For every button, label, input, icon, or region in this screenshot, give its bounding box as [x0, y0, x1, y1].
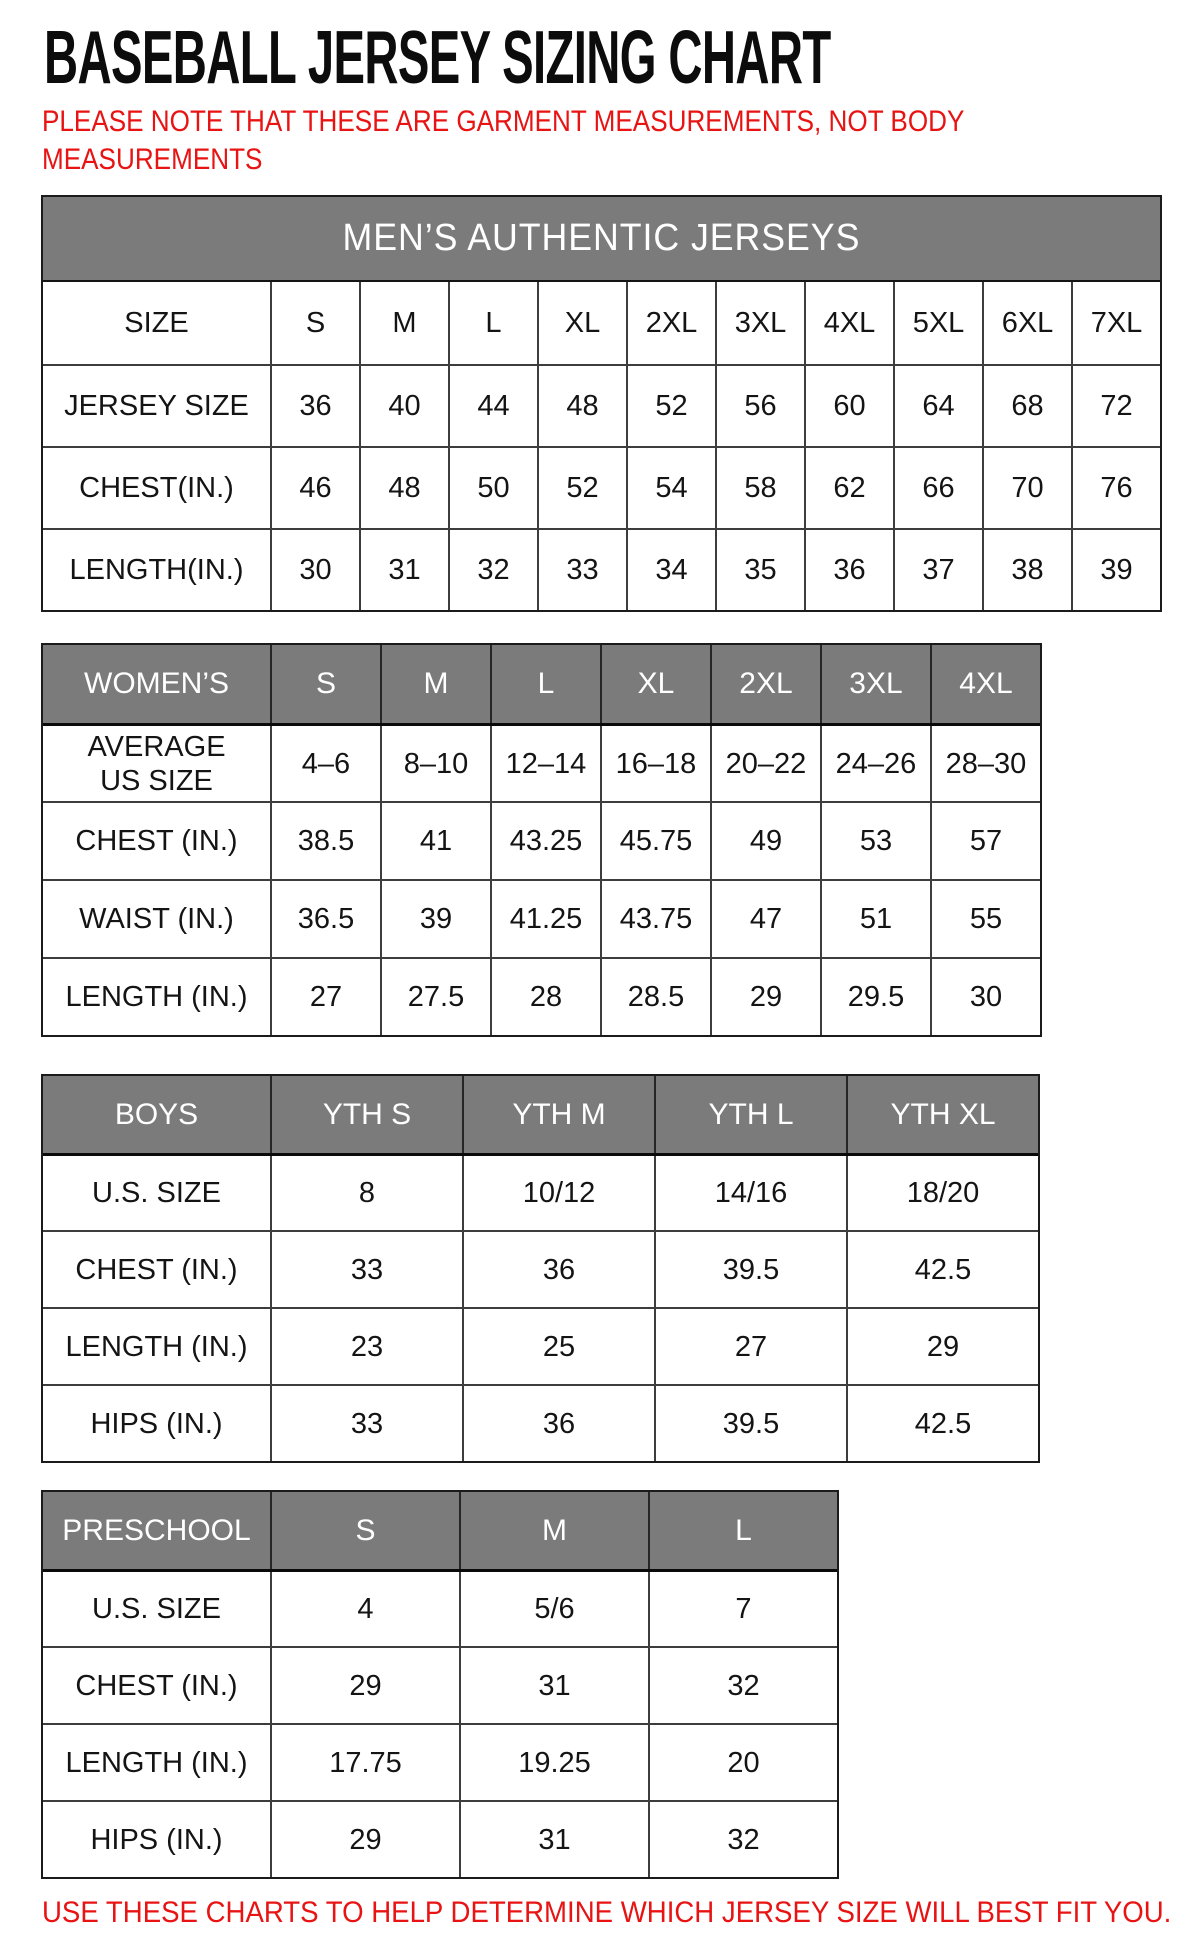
mens-size-value-cell: [715, 366, 804, 446]
mens-size-value-cell: [1071, 366, 1160, 446]
preschool-row-label-cell-text: LENGTH (IN.): [65, 1746, 248, 1779]
mens-size-value-cell-text: 60: [833, 390, 866, 422]
boys-size-value-cell: [846, 1156, 1038, 1230]
womens-size-value-cell: [380, 726, 490, 801]
mens-size-value-cell-text: 76: [1100, 472, 1133, 504]
mens-size-value-cell-text: L: [485, 307, 502, 339]
boys-size-value-cell: [654, 1386, 846, 1461]
boys-row-label-cell: [43, 1232, 270, 1307]
mens-size-value-cell: [448, 530, 537, 610]
mens-size-value-cell: [626, 448, 715, 528]
mens-size-value-cell-text: 6XL: [1001, 307, 1054, 339]
note-line-1: PLEASE NOTE THAT THESE ARE GARMENT MEASUREMENTS, NOT BODY: [42, 105, 965, 138]
preschool-size-value-cell-text: 31: [538, 1669, 571, 1702]
boys-size-value-cell-text: 39.5: [722, 1253, 780, 1286]
womens-size-value-cell-text: 51: [859, 903, 893, 935]
mens-size-value-cell: [804, 282, 893, 364]
mens-size-value-cell-text: 38: [1011, 554, 1044, 586]
mens-table-row: [43, 364, 1160, 446]
mens-row-label-cell: [43, 366, 270, 446]
preschool-size-value-cell: [459, 1725, 648, 1800]
boys-row-label-cell-text: HIPS (IN.): [90, 1407, 223, 1440]
womens-size-value-cell: [710, 726, 820, 801]
preschool-size-value-cell-text: 5/6: [534, 1593, 575, 1625]
boys-table-row: [43, 1384, 1038, 1461]
preschool-size-value-cell: [648, 1572, 837, 1646]
womens-size-value-cell-text: 4–6: [301, 747, 351, 780]
womens-row-label-cell: [43, 803, 270, 879]
preschool-size-value-cell-text: 17.75: [329, 1746, 402, 1779]
preschool-row-label-cell-text: U.S. SIZE: [92, 1593, 221, 1625]
womens-size-value-cell-text: 28.5: [627, 981, 685, 1013]
mens-size-value-cell-text: 34: [655, 554, 688, 586]
boys-size-value-cell: [270, 1309, 462, 1384]
womens-size-value-cell: [490, 959, 600, 1035]
mens-size-value-cell: [893, 448, 982, 528]
mens-size-value-cell: [359, 366, 448, 446]
mens-size-value-cell-text: 70: [1011, 472, 1044, 504]
mens-size-value-cell: [715, 282, 804, 364]
preschool-size-value-cell: [270, 1802, 459, 1877]
womens-column-header-cell: [600, 645, 710, 723]
preschool-size-value-cell: [270, 1648, 459, 1723]
boys-row-label-cell-text: CHEST (IN.): [75, 1253, 238, 1286]
preschool-size-value-cell-text: 32: [727, 1823, 760, 1856]
womens-size-value-cell-text: 30: [969, 981, 1003, 1013]
womens-header-label-cell-text: WOMEN’S: [84, 667, 229, 700]
preschool-column-header-cell: [270, 1492, 459, 1569]
boys-size-value-cell-text: 8: [358, 1177, 376, 1209]
mens-row-label-cell: [43, 448, 270, 528]
womens-size-value-cell: [380, 803, 490, 879]
womens-column-header-cell-text: 4XL: [959, 667, 1013, 700]
boys-size-value-cell-text: 27: [734, 1330, 768, 1363]
preschool-column-header-cell: [459, 1492, 648, 1569]
womens-column-header-cell-text: 3XL: [849, 667, 903, 700]
womens-row-label-cell: [43, 959, 270, 1035]
womens-size-value-cell-text: 27.5: [407, 981, 465, 1013]
womens-row-label-cell: [43, 726, 270, 801]
womens-column-header-cell-text: XL: [637, 667, 675, 700]
womens-size-value-cell: [270, 803, 380, 879]
womens-size-value-cell: [380, 959, 490, 1035]
boys-table-row: [43, 1230, 1038, 1307]
boys-column-header-cell: [654, 1076, 846, 1153]
boys-column-header-cell-text: YTH L: [708, 1097, 794, 1131]
boys-size-value-cell: [462, 1386, 654, 1461]
womens-size-value-cell-text: 36.5: [297, 903, 355, 935]
womens-size-value-cell-text: 29.5: [847, 981, 905, 1013]
mens-size-value-cell-text: 7XL: [1090, 307, 1143, 339]
womens-size-table: [41, 643, 1042, 1037]
note-line-2: MEASUREMENTS: [42, 143, 263, 176]
mens-size-value-cell-text: 40: [388, 390, 421, 422]
preschool-row-label-cell: [43, 1725, 270, 1800]
womens-table-row: [43, 723, 1040, 801]
womens-size-value-cell: [820, 881, 930, 957]
footer-note: USE THESE CHARTS TO HELP DETERMINE WHICH JERSEY SIZE WILL BEST FIT YOU.: [42, 1896, 1172, 1929]
womens-size-value-cell: [930, 803, 1040, 879]
mens-size-value-cell-text: 50: [477, 472, 510, 504]
mens-size-value-cell-text: 39: [1100, 554, 1133, 586]
boys-size-value-cell-text: 10/12: [522, 1177, 596, 1209]
mens-size-value-cell: [270, 530, 359, 610]
boys-size-value-cell-text: 39.5: [722, 1407, 780, 1440]
womens-size-value-cell-text: 27: [309, 981, 343, 1013]
mens-table-banner-text: MEN’S AUTHENTIC JERSEYS: [342, 217, 861, 259]
womens-size-value-cell: [820, 803, 930, 879]
preschool-size-value-cell-text: 7: [735, 1593, 752, 1625]
mens-size-value-cell: [626, 282, 715, 364]
preschool-column-header-cell-text: M: [542, 1513, 567, 1547]
mens-size-value-cell-text: 30: [299, 554, 332, 586]
womens-size-value-cell-text: 38.5: [297, 825, 355, 857]
womens-size-value-cell: [710, 959, 820, 1035]
boys-size-value-cell: [270, 1232, 462, 1307]
womens-column-header-cell: [930, 645, 1040, 723]
womens-column-header-cell: [490, 645, 600, 723]
boys-column-header-cell: [846, 1076, 1038, 1153]
boys-size-value-cell-text: 25: [542, 1330, 576, 1363]
boys-size-table: [41, 1074, 1040, 1463]
mens-row-label-cell: [43, 530, 270, 610]
boys-size-value-cell: [846, 1232, 1038, 1307]
womens-size-value-cell-text: 49: [749, 825, 783, 857]
mens-size-value-cell: [270, 366, 359, 446]
mens-size-value-cell-text: 37: [922, 554, 955, 586]
mens-size-value-cell-text: 68: [1011, 390, 1044, 422]
boys-table-row: [43, 1153, 1038, 1230]
mens-size-value-cell: [982, 366, 1071, 446]
womens-table-row: [43, 801, 1040, 879]
boys-size-value-cell-text: 42.5: [914, 1253, 972, 1286]
mens-size-value-cell-text: 35: [744, 554, 777, 586]
mens-size-value-cell: [537, 366, 626, 446]
boys-header-label-cell: [43, 1076, 270, 1153]
mens-size-value-cell: [270, 448, 359, 528]
mens-size-value-cell: [537, 448, 626, 528]
womens-size-value-cell: [930, 881, 1040, 957]
mens-size-value-cell-text: 36: [299, 390, 332, 422]
mens-size-value-cell-text: 32: [477, 554, 510, 586]
mens-row-label-cell-text: SIZE: [124, 307, 189, 339]
preschool-header-label-cell-text: PRESCHOOL: [62, 1513, 251, 1547]
boys-column-header-cell: [270, 1076, 462, 1153]
mens-size-value-cell: [270, 282, 359, 364]
preschool-size-value-cell: [648, 1802, 837, 1877]
preschool-header-label-cell: [43, 1492, 270, 1569]
womens-size-value-cell: [490, 803, 600, 879]
boys-size-value-cell: [270, 1156, 462, 1230]
boys-header-label-cell-text: BOYS: [114, 1097, 199, 1131]
mens-size-value-cell: [715, 448, 804, 528]
mens-size-value-cell-text: 72: [1100, 390, 1133, 422]
boys-size-value-cell: [270, 1386, 462, 1461]
mens-size-value-cell: [804, 448, 893, 528]
mens-size-value-cell-text: 64: [922, 390, 955, 422]
womens-column-header-cell-text: L: [537, 667, 555, 700]
womens-size-value-cell: [380, 881, 490, 957]
preschool-table-row: [43, 1646, 837, 1723]
preschool-size-value-cell: [459, 1572, 648, 1646]
mens-size-value-cell: [1071, 282, 1160, 364]
boys-size-value-cell-text: 42.5: [914, 1407, 972, 1440]
womens-size-value-cell: [600, 726, 710, 801]
mens-size-value-cell-text: 36: [833, 554, 866, 586]
mens-size-value-cell-text: S: [305, 307, 326, 339]
womens-size-value-cell-text: 47: [749, 903, 783, 935]
preschool-size-value-cell-text: 4: [357, 1593, 374, 1625]
mens-size-value-cell: [448, 448, 537, 528]
boys-row-label-cell-text: U.S. SIZE: [92, 1177, 221, 1209]
womens-size-value-cell: [600, 803, 710, 879]
womens-size-value-cell-text: 28: [529, 981, 563, 1013]
mens-size-value-cell-text: 33: [566, 554, 599, 586]
womens-column-header-cell: [270, 645, 380, 723]
womens-size-value-cell-text: 57: [969, 825, 1003, 857]
womens-size-value-cell: [710, 803, 820, 879]
mens-size-value-cell: [448, 282, 537, 364]
boys-column-header-cell-text: YTH S: [322, 1097, 412, 1131]
womens-size-value-cell: [820, 959, 930, 1035]
mens-size-value-cell: [359, 530, 448, 610]
mens-size-value-cell-text: 46: [299, 472, 332, 504]
mens-size-value-cell: [448, 366, 537, 446]
mens-size-table: [41, 195, 1162, 612]
preschool-column-header-cell-text: L: [735, 1513, 752, 1547]
boys-size-value-cell-text: 14/16: [714, 1177, 788, 1209]
mens-table-row: [43, 446, 1160, 528]
womens-size-value-cell-text: 41.25: [509, 903, 583, 935]
preschool-size-value-cell-text: 19.25: [518, 1746, 591, 1779]
womens-size-value-cell-text: 39: [419, 903, 453, 935]
mens-size-value-cell: [893, 282, 982, 364]
mens-size-value-cell-text: 4XL: [823, 307, 876, 339]
preschool-table-row: [43, 1723, 837, 1800]
boys-size-value-cell: [654, 1156, 846, 1230]
womens-row-label-cell-text: LENGTH (IN.): [65, 981, 248, 1013]
womens-row-label-cell-text: WAIST (IN.): [79, 903, 234, 935]
mens-row-label-cell-text: LENGTH(IN.): [69, 554, 244, 586]
mens-size-value-cell-text: 44: [477, 390, 510, 422]
mens-size-value-cell: [537, 530, 626, 610]
preschool-row-label-cell: [43, 1572, 270, 1646]
mens-size-value-cell: [893, 366, 982, 446]
mens-size-value-cell: [804, 366, 893, 446]
womens-size-value-cell-text: 20–22: [725, 747, 807, 780]
boys-table-row: [43, 1307, 1038, 1384]
preschool-size-value-cell: [459, 1802, 648, 1877]
mens-size-value-cell: [982, 530, 1071, 610]
boys-column-header-cell: [462, 1076, 654, 1153]
womens-size-value-cell-text: 29: [749, 981, 783, 1013]
womens-size-value-cell: [820, 726, 930, 801]
womens-size-value-cell-text: 43.75: [619, 903, 693, 935]
mens-size-value-cell: [715, 530, 804, 610]
mens-size-value-cell-text: 62: [833, 472, 866, 504]
mens-size-value-cell-text: 5XL: [912, 307, 965, 339]
womens-header-label-cell: [43, 645, 270, 723]
mens-table-banner: [43, 197, 1160, 282]
mens-size-value-cell-text: 3XL: [734, 307, 787, 339]
womens-column-header-cell-text: M: [423, 667, 449, 700]
womens-size-value-cell: [600, 959, 710, 1035]
womens-column-header-cell-text: 2XL: [739, 667, 793, 700]
preschool-header-row: [43, 1492, 837, 1569]
boys-size-value-cell: [846, 1309, 1038, 1384]
womens-size-value-cell: [270, 959, 380, 1035]
womens-size-value-cell: [710, 881, 820, 957]
mens-size-value-cell: [537, 282, 626, 364]
womens-size-value-cell-text: 28–30: [945, 747, 1027, 780]
womens-size-value-cell-text: 16–18: [615, 747, 697, 780]
boys-row-label-cell: [43, 1309, 270, 1384]
boys-row-label-cell-text: LENGTH (IN.): [65, 1330, 248, 1363]
boys-column-header-cell-text: YTH M: [512, 1097, 606, 1131]
womens-size-value-cell: [270, 726, 380, 801]
womens-size-value-cell-text: 55: [969, 903, 1003, 935]
preschool-table-row: [43, 1569, 837, 1646]
mens-size-value-cell-text: 56: [744, 390, 777, 422]
boys-row-label-cell: [43, 1386, 270, 1461]
mens-table-row: [43, 282, 1160, 364]
boys-row-label-cell: [43, 1156, 270, 1230]
page-title: BASEBALL JERSEY SIZING CHART: [44, 15, 831, 99]
preschool-size-table: [41, 1490, 839, 1879]
boys-size-value-cell-text: 23: [350, 1330, 384, 1363]
mens-size-value-cell-text: 2XL: [645, 307, 698, 339]
mens-size-value-cell: [893, 530, 982, 610]
womens-column-header-cell: [380, 645, 490, 723]
womens-column-header-cell: [820, 645, 930, 723]
mens-row-label-cell-text: CHEST(IN.): [79, 472, 234, 504]
boys-size-value-cell: [846, 1386, 1038, 1461]
mens-size-value-cell: [626, 366, 715, 446]
preschool-row-label-cell-text: CHEST (IN.): [75, 1669, 238, 1702]
mens-size-value-cell-text: 54: [655, 472, 688, 504]
womens-size-value-cell: [490, 881, 600, 957]
mens-size-value-cell-text: 48: [566, 390, 599, 422]
preschool-size-value-cell-text: 29: [349, 1669, 382, 1702]
womens-table-row: [43, 879, 1040, 957]
boys-column-header-cell-text: YTH XL: [890, 1097, 996, 1131]
mens-size-value-cell-text: 48: [388, 472, 421, 504]
preschool-row-label-cell-text: HIPS (IN.): [90, 1823, 223, 1856]
mens-size-value-cell: [982, 448, 1071, 528]
preschool-size-value-cell: [270, 1572, 459, 1646]
preschool-size-value-cell-text: 32: [727, 1669, 760, 1702]
preschool-column-header-cell: [648, 1492, 837, 1569]
preschool-size-value-cell: [648, 1648, 837, 1723]
mens-row-label-cell: [43, 282, 270, 364]
mens-size-value-cell: [804, 530, 893, 610]
boys-size-value-cell: [462, 1309, 654, 1384]
womens-size-value-cell-text: 12–14: [505, 747, 587, 780]
mens-size-value-cell-text: 52: [655, 390, 688, 422]
womens-row-label-cell-text: AVERAGE US SIZE: [87, 730, 226, 797]
mens-size-value-cell-text: 66: [922, 472, 955, 504]
mens-size-value-cell-text: 31: [388, 554, 421, 586]
womens-size-value-cell-text: 41: [419, 825, 453, 857]
boys-size-value-cell-text: 29: [926, 1330, 960, 1363]
womens-column-header-cell-text: S: [315, 667, 336, 700]
boys-size-value-cell: [462, 1232, 654, 1307]
preschool-size-value-cell-text: 31: [538, 1823, 571, 1856]
boys-size-value-cell-text: 36: [542, 1253, 576, 1286]
preschool-row-label-cell: [43, 1802, 270, 1877]
boys-size-value-cell: [654, 1309, 846, 1384]
womens-column-header-cell: [710, 645, 820, 723]
garment-measurements-note: [42, 103, 964, 179]
mens-size-value-cell: [1071, 448, 1160, 528]
mens-size-value-cell-text: 58: [744, 472, 777, 504]
womens-size-value-cell-text: 45.75: [619, 825, 693, 857]
boys-size-value-cell: [462, 1156, 654, 1230]
preschool-size-value-cell: [648, 1725, 837, 1800]
womens-header-row: [43, 645, 1040, 723]
mens-size-value-cell: [359, 282, 448, 364]
womens-size-value-cell-text: 8–10: [403, 747, 469, 780]
preschool-size-value-cell: [270, 1725, 459, 1800]
boys-size-value-cell-text: 33: [350, 1407, 384, 1440]
boys-size-value-cell-text: 18/20: [906, 1177, 980, 1209]
womens-size-value-cell-text: 43.25: [509, 825, 583, 857]
boys-size-value-cell-text: 33: [350, 1253, 384, 1286]
mens-size-value-cell: [982, 282, 1071, 364]
preschool-size-value-cell: [459, 1648, 648, 1723]
mens-size-value-cell: [359, 448, 448, 528]
mens-size-value-cell: [626, 530, 715, 610]
preschool-table-row: [43, 1800, 837, 1877]
womens-size-value-cell: [930, 726, 1040, 801]
boys-header-row: [43, 1076, 1038, 1153]
preschool-size-value-cell-text: 29: [349, 1823, 382, 1856]
womens-size-value-cell: [600, 881, 710, 957]
womens-table-row: [43, 957, 1040, 1035]
womens-size-value-cell: [270, 881, 380, 957]
preschool-row-label-cell: [43, 1648, 270, 1723]
mens-table-row: [43, 528, 1160, 610]
womens-size-value-cell: [490, 726, 600, 801]
mens-size-value-cell-text: M: [392, 307, 417, 339]
preschool-column-header-cell-text: S: [355, 1513, 376, 1547]
mens-row-label-cell-text: JERSEY SIZE: [64, 390, 249, 422]
preschool-size-value-cell-text: 20: [727, 1746, 760, 1779]
boys-size-value-cell: [654, 1232, 846, 1307]
boys-size-value-cell-text: 36: [542, 1407, 576, 1440]
womens-row-label-cell-text: CHEST (IN.): [75, 825, 238, 857]
womens-size-value-cell: [930, 959, 1040, 1035]
mens-size-value-cell-text: 52: [566, 472, 599, 504]
womens-row-label-cell: [43, 881, 270, 957]
mens-size-value-cell-text: XL: [564, 307, 601, 339]
mens-size-value-cell: [1071, 530, 1160, 610]
womens-size-value-cell-text: 53: [859, 825, 893, 857]
womens-size-value-cell-text: 24–26: [835, 747, 917, 780]
